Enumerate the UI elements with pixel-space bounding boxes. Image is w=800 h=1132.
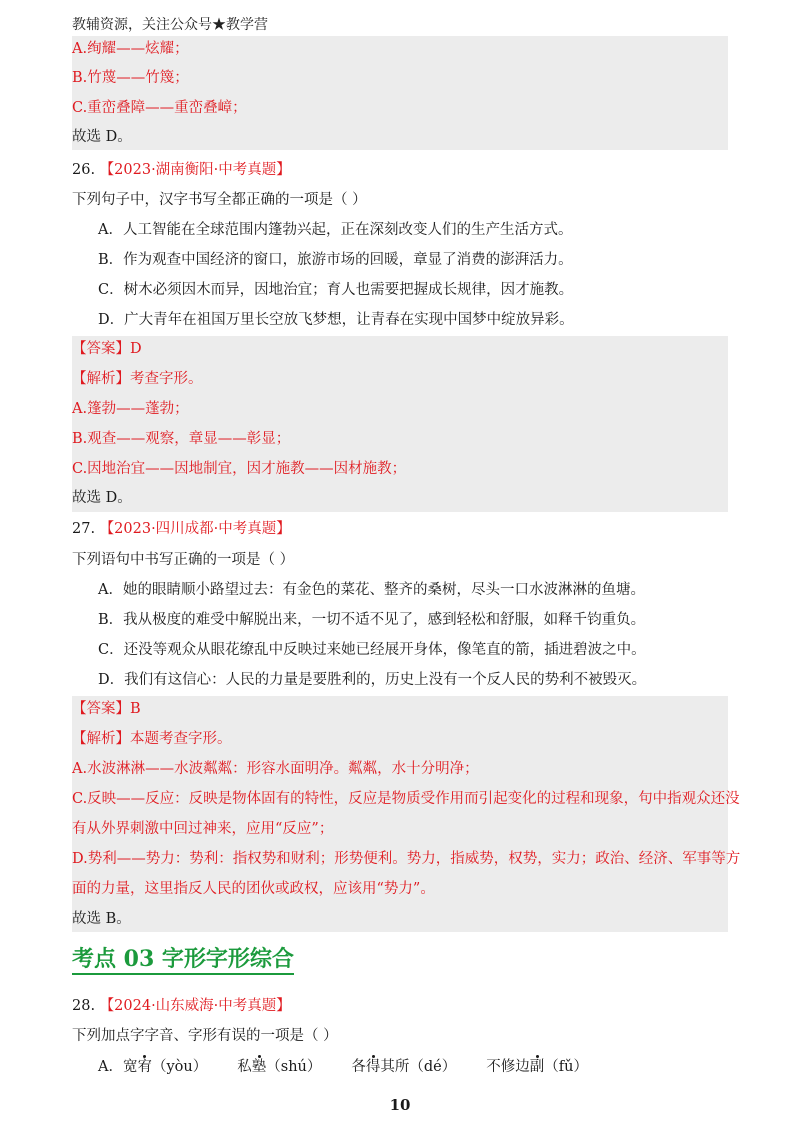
analysis-line: B.观查——观察，章显——彰显； <box>72 431 291 447</box>
conclusion-line: 故选 D。 <box>72 490 132 506</box>
analysis-line: 【解析】考查字形。 <box>72 371 203 387</box>
analysis-line: 【解析】本题考查字形。 <box>72 731 232 747</box>
question-26-stem: 下列句子中，汉字书写全都正确的一项是（ ） <box>72 192 367 208</box>
dotted-char: 宥 <box>137 1059 152 1075</box>
analysis-line: D.势利——势力：势利：指权势和财利；形势便利。势力，指威势，权势，实力；政治、经济、军事等方 <box>72 851 741 867</box>
option-a: A．人工智能在全球范围内篷勃兴起，正在深刻改变人们的生产生活方式。 <box>98 222 573 238</box>
question-26-heading <box>72 161 291 179</box>
question-27-stem: 下列语句中书写正确的一项是（ ） <box>72 552 295 568</box>
item-text: 其所（dé） <box>380 1059 457 1075</box>
analysis-line: 有从外界刺激中回过神来，应用“反应”； <box>72 821 334 837</box>
answer-line: 【答案】B <box>72 701 141 717</box>
dotted-char: 副 <box>529 1059 545 1075</box>
dotted-char: 塾 <box>251 1059 267 1075</box>
option-a <box>98 1058 588 1076</box>
analysis-line: A.篷勃——蓬勃； <box>72 401 189 417</box>
analysis-line: A.水波淋淋——水波粼粼：形容水面明净。粼粼，水十分明净； <box>72 761 479 777</box>
option-a: A．她的眼睛顺小路望过去：有金色的菜花、整齐的桑树，尽头一口水波淋淋的鱼塘。 <box>98 582 645 598</box>
question-28-stem: 下列加点字字音、字形有误的一项是（ ） <box>72 1028 338 1044</box>
option-c: C．树木必须因木而异，因地治宜；育人也需要把握成长规律，因才施教。 <box>98 282 574 298</box>
option-d: D．我们有这信心：人民的力量是要胜利的，历史上没有一个反人民的势利不被毁灭。 <box>98 672 647 688</box>
section-title: 考点 03 字形字形综合 <box>72 946 294 975</box>
question-number: 26. <box>72 162 96 178</box>
analysis-line: B.竹蔑——竹篾； <box>72 70 189 86</box>
question-28-heading <box>72 997 291 1015</box>
item-text: 宽 <box>122 1059 138 1075</box>
item-text: （fǔ） <box>544 1059 588 1075</box>
answer-line: 【答案】D <box>72 341 142 357</box>
option-item <box>486 1059 588 1075</box>
option-item <box>237 1059 321 1075</box>
option-item <box>351 1059 456 1075</box>
option-item <box>123 1059 207 1075</box>
question-number: 27. <box>72 521 96 537</box>
item-text: （shú） <box>266 1059 322 1075</box>
question-27-heading <box>72 520 291 538</box>
option-d: D．广大青年在祖国万里长空放飞梦想，让青春在实现中国梦中绽放异彩。 <box>98 312 574 328</box>
question-source: 【2024·山东威海·中考真题】 <box>99 998 291 1014</box>
page-number: 10 <box>389 1096 411 1114</box>
analysis-line: 面的力量，这里指反人民的团伙或政权，应该用“势力”。 <box>72 881 435 897</box>
answer-block-26 <box>72 336 728 512</box>
option-c: C．还没等观众从眼花缭乱中反映过来她已经展开身体，像笔直的箭，插进碧波之中。 <box>98 642 646 658</box>
analysis-line: C.反映——反应：反映是物体固有的特性，反应是物质受作用而引起变化的过程和现象，句中指观众还没 <box>72 791 740 807</box>
analysis-line: A.绚耀——炫耀； <box>72 41 189 57</box>
conclusion-line: 故选 D。 <box>72 129 132 145</box>
page-header: 教辅资源，关注公众号★教学营 <box>72 14 728 39</box>
item-text: 不修边 <box>486 1059 530 1075</box>
item-text: 私 <box>237 1059 252 1075</box>
question-source: 【2023·湖南衡阳·中考真题】 <box>99 162 291 178</box>
question-number: 28. <box>72 998 96 1014</box>
conclusion-line: 故选 B。 <box>72 911 131 927</box>
option-b: B．我从极度的难受中解脱出来，一切不适不见了，感到轻松和舒服，如释千钧重负。 <box>98 612 646 628</box>
analysis-line: C.重峦叠障——重峦叠嶂； <box>72 100 247 116</box>
question-source: 【2023·四川成都·中考真题】 <box>99 521 291 537</box>
analysis-line: C.因地治宜——因地制宜，因才施教——因材施教； <box>72 461 407 477</box>
dotted-char: 得 <box>365 1059 381 1075</box>
item-text: 各 <box>351 1059 366 1075</box>
option-b: B．作为观查中国经济的窗口，旅游市场的回暖，章显了消费的澎湃活力。 <box>98 252 573 268</box>
option-label: A． <box>98 1059 123 1075</box>
item-text: （yòu） <box>151 1059 208 1075</box>
